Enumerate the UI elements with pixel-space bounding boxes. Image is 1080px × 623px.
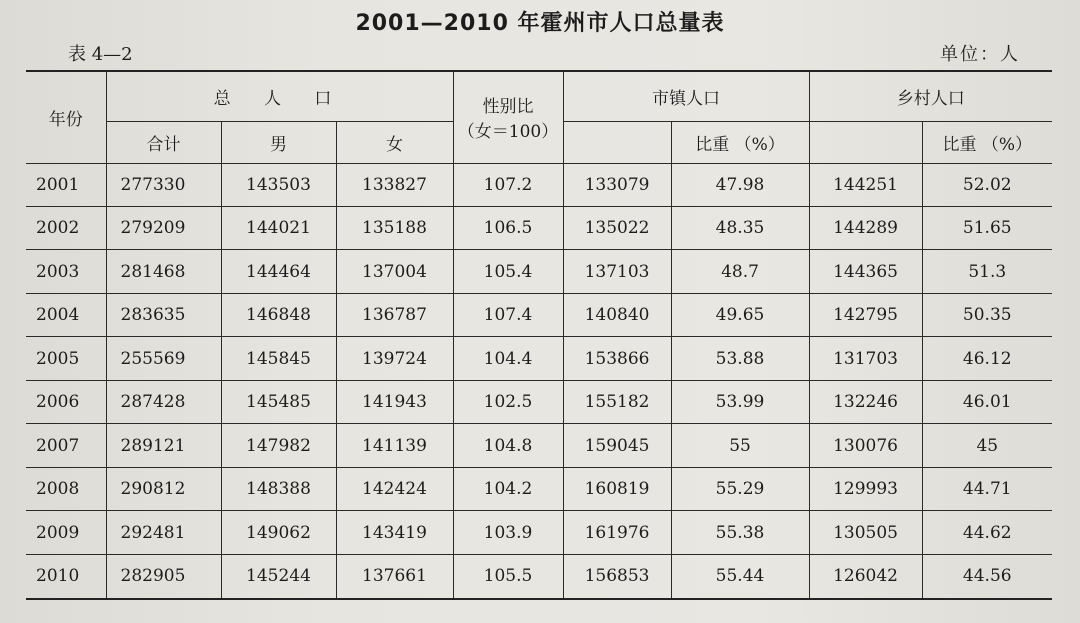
header-urban-population: 市镇人口 <box>563 71 809 121</box>
cell-year: 2001 <box>26 163 106 206</box>
cell-year: 2006 <box>26 380 106 423</box>
cell-year: 2008 <box>26 467 106 510</box>
cell-female: 143419 <box>336 511 453 554</box>
cell-urban-share: 55.29 <box>671 467 809 510</box>
cell-male: 145244 <box>221 554 336 599</box>
cell-female: 137661 <box>336 554 453 599</box>
header-rural-population: 乡村人口 <box>809 71 1052 121</box>
cell-urban-share: 49.65 <box>671 293 809 336</box>
cell-sex-ratio: 102.5 <box>453 380 563 423</box>
cell-female: 141139 <box>336 424 453 467</box>
cell-rural: 130076 <box>809 424 922 467</box>
cell-sex-ratio: 105.4 <box>453 250 563 293</box>
cell-male: 148388 <box>221 467 336 510</box>
cell-urban: 159045 <box>563 424 671 467</box>
table-row <box>26 293 1052 336</box>
cell-sex-ratio: 107.2 <box>453 163 563 206</box>
cell-urban-share: 47.98 <box>671 163 809 206</box>
cell-year: 2009 <box>26 511 106 554</box>
cell-rural-share: 51.65 <box>922 206 1052 249</box>
cell-female: 133827 <box>336 163 453 206</box>
table-row <box>26 554 1052 599</box>
cell-sex-ratio: 106.5 <box>453 206 563 249</box>
cell-male: 146848 <box>221 293 336 336</box>
cell-urban: 140840 <box>563 293 671 336</box>
cell-female: 139724 <box>336 337 453 380</box>
cell-total: 292481 <box>106 511 221 554</box>
header-rural-share: 比重 （%） <box>922 121 1052 163</box>
cell-rural: 132246 <box>809 380 922 423</box>
cell-urban-share: 53.88 <box>671 337 809 380</box>
header-male: 男 <box>221 121 336 163</box>
cell-sex-ratio: 104.2 <box>453 467 563 510</box>
cell-rural: 126042 <box>809 554 922 599</box>
cell-male: 145845 <box>221 337 336 380</box>
cell-rural-share: 46.12 <box>922 337 1052 380</box>
table-body <box>26 163 1052 599</box>
cell-urban: 160819 <box>563 467 671 510</box>
cell-male: 147982 <box>221 424 336 467</box>
cell-total: 277330 <box>106 163 221 206</box>
cell-total: 287428 <box>106 380 221 423</box>
cell-total: 289121 <box>106 424 221 467</box>
cell-female: 136787 <box>336 293 453 336</box>
population-table <box>26 70 1052 600</box>
cell-rural-share: 51.3 <box>922 250 1052 293</box>
header-sex-ratio-note: （女＝100） <box>457 122 559 143</box>
cell-urban: 137103 <box>563 250 671 293</box>
cell-urban: 156853 <box>563 554 671 599</box>
cell-female: 135188 <box>336 206 453 249</box>
cell-year: 2007 <box>26 424 106 467</box>
cell-rural-share: 44.56 <box>922 554 1052 599</box>
cell-urban: 133079 <box>563 163 671 206</box>
cell-female: 141943 <box>336 380 453 423</box>
cell-rural: 144365 <box>809 250 922 293</box>
cell-rural-share: 44.71 <box>922 467 1052 510</box>
cell-urban: 155182 <box>563 380 671 423</box>
table-row <box>26 206 1052 249</box>
cell-total: 279209 <box>106 206 221 249</box>
cell-total: 290812 <box>106 467 221 510</box>
cell-total: 282905 <box>106 554 221 599</box>
cell-urban: 135022 <box>563 206 671 249</box>
header-total-population: 总 人 口 <box>106 71 453 121</box>
cell-rural: 130505 <box>809 511 922 554</box>
cell-male: 145485 <box>221 380 336 423</box>
header-urban-blank <box>563 121 671 163</box>
cell-female: 142424 <box>336 467 453 510</box>
unit-label: 单位：人 <box>940 44 1020 65</box>
cell-total: 283635 <box>106 293 221 336</box>
cell-urban: 161976 <box>563 511 671 554</box>
cell-rural: 142795 <box>809 293 922 336</box>
table-row <box>26 380 1052 423</box>
cell-rural-share: 46.01 <box>922 380 1052 423</box>
header-female: 女 <box>336 121 453 163</box>
table-row <box>26 163 1052 206</box>
cell-rural-share: 52.02 <box>922 163 1052 206</box>
cell-urban-share: 55.38 <box>671 511 809 554</box>
header-urban-share: 比重 （%） <box>671 121 809 163</box>
header-sex-ratio-label: 性别比 <box>482 97 534 118</box>
cell-sex-ratio: 104.4 <box>453 337 563 380</box>
cell-sex-ratio: 107.4 <box>453 293 563 336</box>
cell-rural: 144289 <box>809 206 922 249</box>
cell-rural: 144251 <box>809 163 922 206</box>
table-row <box>26 467 1052 510</box>
cell-year: 2002 <box>26 206 106 249</box>
cell-urban-share: 48.7 <box>671 250 809 293</box>
cell-rural-share: 45 <box>922 424 1052 467</box>
header-year: 年份 <box>26 71 106 163</box>
cell-male: 144021 <box>221 206 336 249</box>
cell-urban-share: 48.35 <box>671 206 809 249</box>
cell-year: 2003 <box>26 250 106 293</box>
header-total: 合计 <box>106 121 221 163</box>
table-row <box>26 511 1052 554</box>
cell-rural: 131703 <box>809 337 922 380</box>
table-row <box>26 250 1052 293</box>
cell-male: 143503 <box>221 163 336 206</box>
header-rural-blank <box>809 121 922 163</box>
cell-urban: 153866 <box>563 337 671 380</box>
header-sex-ratio <box>453 71 563 163</box>
table-row <box>26 424 1052 467</box>
cell-total: 255569 <box>106 337 221 380</box>
cell-urban-share: 55.44 <box>671 554 809 599</box>
cell-male: 144464 <box>221 250 336 293</box>
cell-rural: 129993 <box>809 467 922 510</box>
table-row <box>26 337 1052 380</box>
cell-male: 149062 <box>221 511 336 554</box>
cell-urban-share: 55 <box>671 424 809 467</box>
cell-total: 281468 <box>106 250 221 293</box>
cell-sex-ratio: 105.5 <box>453 554 563 599</box>
cell-female: 137004 <box>336 250 453 293</box>
cell-year: 2005 <box>26 337 106 380</box>
cell-urban-share: 53.99 <box>671 380 809 423</box>
cell-sex-ratio: 104.8 <box>453 424 563 467</box>
cell-year: 2010 <box>26 554 106 599</box>
table-number: 表 4—2 <box>68 44 133 65</box>
cell-sex-ratio: 103.9 <box>453 511 563 554</box>
table-title: 2001—2010 年霍州市人口总量表 <box>355 11 725 36</box>
cell-year: 2004 <box>26 293 106 336</box>
cell-rural-share: 44.62 <box>922 511 1052 554</box>
cell-rural-share: 50.35 <box>922 293 1052 336</box>
